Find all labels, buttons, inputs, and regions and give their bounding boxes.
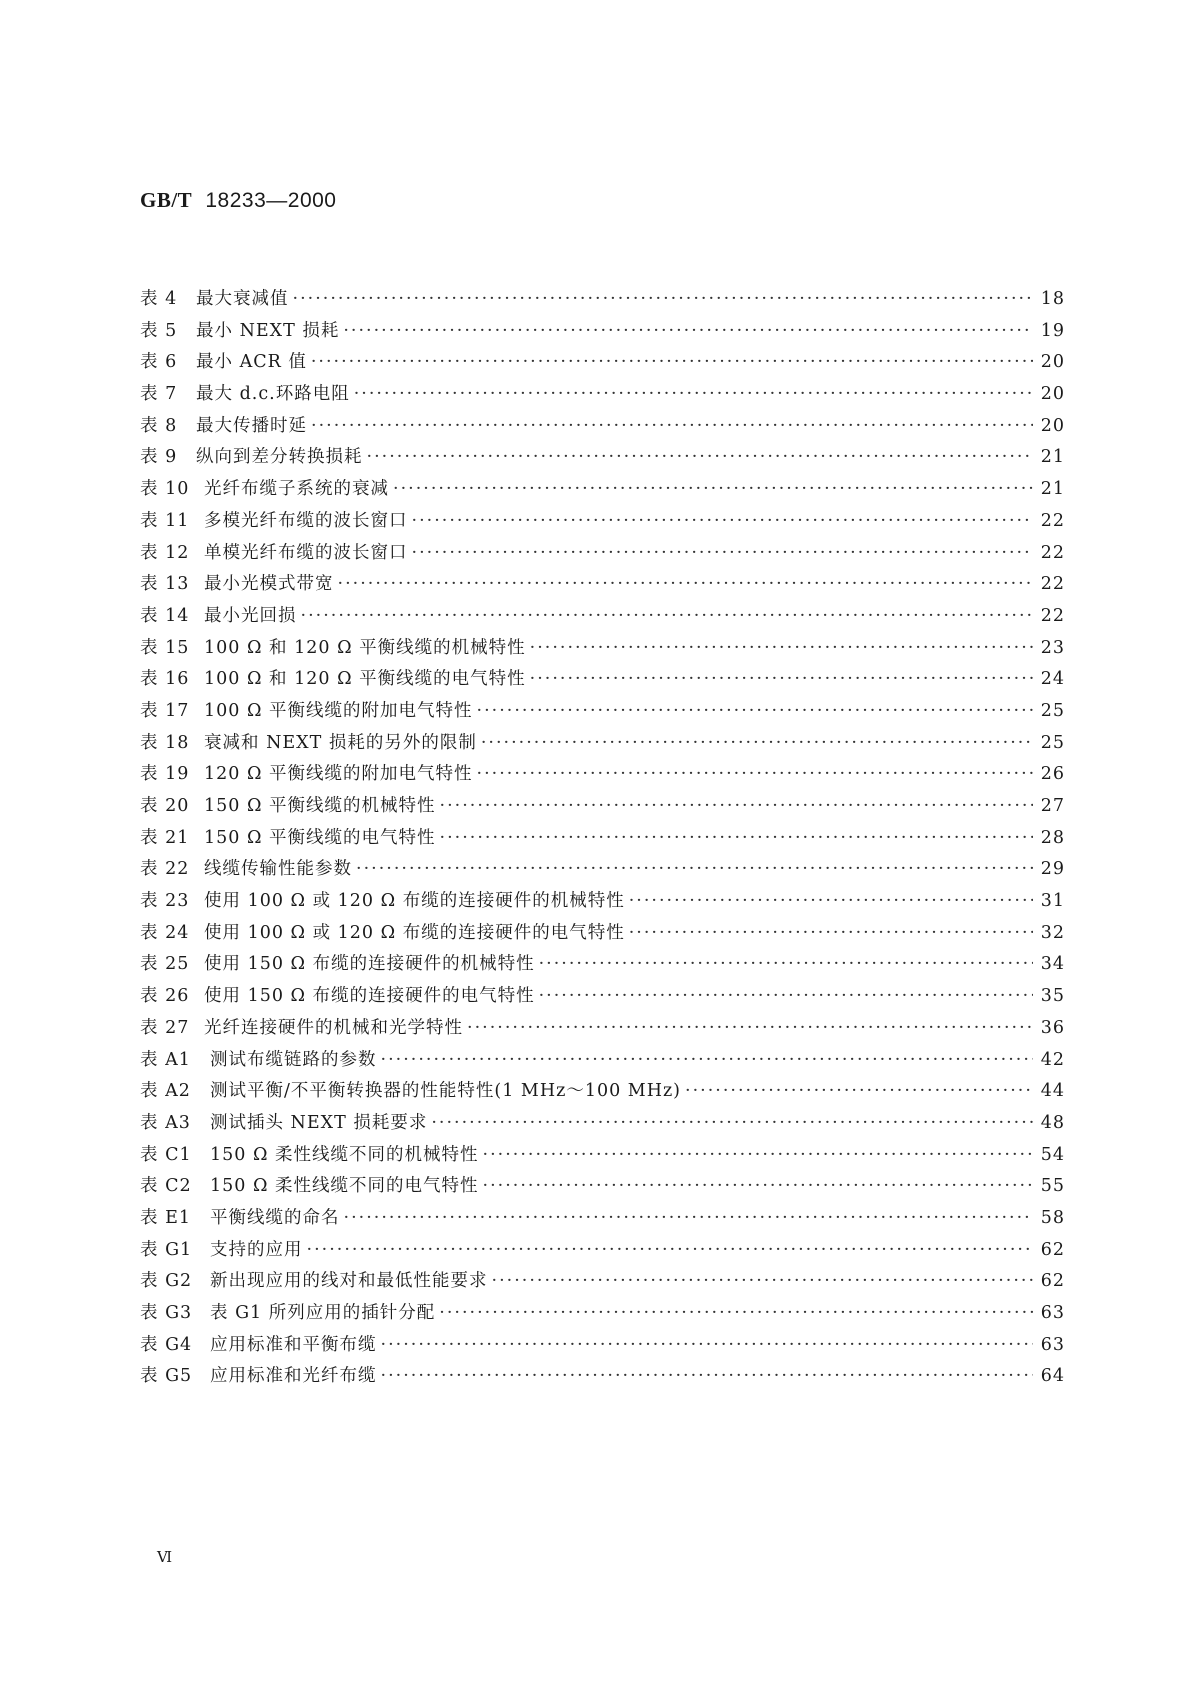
dot-leader (393, 474, 1033, 506)
toc-entry-page: 55 (1040, 1176, 1065, 1197)
toc-entry-label: 表 27 (140, 1017, 190, 1038)
toc-entry-title: 新出现应用的线对和最低性能要求 (210, 1271, 488, 1292)
toc-entry[interactable] (140, 1045, 1065, 1077)
toc-entry-title: 最大传播时延 (196, 415, 307, 436)
dot-leader (344, 1203, 1033, 1235)
dot-leader (356, 854, 1033, 886)
toc-entry-page: 26 (1040, 764, 1065, 785)
toc-entry-label: 表 A2 (140, 1081, 191, 1102)
page-number: Ⅵ (157, 1550, 173, 1566)
toc-entry-label: 表 22 (140, 859, 190, 880)
dot-leader (307, 1235, 1033, 1267)
toc-entry-page: 21 (1040, 479, 1065, 500)
dot-leader (539, 949, 1033, 981)
toc-entry[interactable] (140, 1203, 1065, 1235)
toc-entry[interactable] (140, 949, 1065, 981)
toc-entry-title: 纵向到差分转换损耗 (196, 447, 363, 468)
toc-entry-title: 测试平衡/不平衡转换器的性能特性(1 MHz～100 MHz) (210, 1081, 682, 1102)
dot-leader (293, 284, 1033, 316)
dot-leader (483, 1171, 1033, 1203)
toc-entry-page: 27 (1040, 796, 1065, 816)
toc-entry-page: 18 (1040, 289, 1065, 309)
toc-entry-page: 20 (1040, 415, 1065, 436)
toc-entry-label: 表 C2 (140, 1176, 192, 1197)
toc-entry-page: 32 (1040, 922, 1065, 943)
toc-entry-page: 25 (1040, 700, 1065, 721)
toc-entry-title: 使用 100 Ω 或 120 Ω 布缆的连接硬件的机械特性 (204, 891, 625, 912)
toc-entry-page: 22 (1040, 605, 1065, 626)
toc-entry-label: 表 24 (140, 922, 190, 943)
toc-entry[interactable] (140, 664, 1065, 696)
dot-leader (467, 1013, 1033, 1045)
toc-entry-label: 表 9 (140, 447, 178, 468)
toc-entry-label: 表 C1 (140, 1144, 192, 1165)
toc-entry[interactable] (140, 633, 1065, 665)
toc-entry-label: 表 5 (140, 320, 178, 341)
toc-entry-page: 36 (1040, 1017, 1065, 1038)
toc-entry[interactable] (140, 918, 1065, 950)
toc-entry-page: 24 (1040, 669, 1065, 690)
toc-entry-page: 62 (1040, 1239, 1065, 1260)
toc-entry-label: 表 G1 (140, 1239, 193, 1260)
dot-leader (381, 1361, 1033, 1393)
toc-entry-page: 20 (1040, 352, 1065, 373)
toc-entry-title: 100 Ω 平衡线缆的附加电气特性 (204, 700, 473, 721)
toc-entry-page: 62 (1040, 1271, 1065, 1292)
toc-entry[interactable] (140, 1361, 1065, 1393)
toc-entry-label: 表 A3 (140, 1112, 191, 1133)
toc-entry[interactable] (140, 1140, 1065, 1172)
toc-entry[interactable] (140, 728, 1065, 760)
toc-entry-page: 22 (1040, 542, 1065, 563)
toc-entry-page: 19 (1040, 320, 1065, 341)
toc-entry-page: 48 (1040, 1112, 1065, 1133)
toc-entry-title: 应用标准和光纤布缆 (210, 1366, 377, 1387)
toc-entry-label: 表 14 (140, 605, 190, 626)
dot-leader (439, 1298, 1032, 1330)
toc-entry-label: 表 26 (140, 986, 190, 1007)
toc-entry-page: 20 (1040, 384, 1065, 405)
toc-entry[interactable] (140, 316, 1065, 348)
standard-prefix: GB/T (140, 188, 193, 212)
toc-entry-title: 最大衰减值 (196, 289, 289, 309)
toc-entry[interactable] (140, 506, 1065, 538)
toc-entry-title: 使用 150 Ω 布缆的连接硬件的电气特性 (204, 986, 535, 1007)
toc-entry[interactable] (140, 823, 1065, 855)
toc-entry-title: 最小 NEXT 损耗 (196, 320, 340, 341)
toc-entry-page: 35 (1040, 986, 1065, 1007)
toc-entry-label: 表 A1 (140, 1049, 191, 1070)
toc-entry[interactable] (140, 411, 1065, 443)
dot-leader (301, 601, 1033, 633)
toc-entry-label: 表 25 (140, 954, 190, 975)
toc-entry-label: 表 15 (140, 637, 190, 658)
toc-entry-page: 21 (1040, 447, 1065, 468)
toc-entry-page: 22 (1040, 510, 1065, 531)
toc-entry-title: 100 Ω 和 120 Ω 平衡线缆的机械特性 (204, 637, 526, 658)
dot-leader (530, 633, 1033, 665)
dot-leader (311, 411, 1033, 443)
toc-entry-page: 31 (1040, 891, 1065, 912)
dot-leader (338, 569, 1033, 601)
toc-entry[interactable] (140, 1076, 1065, 1108)
standard-number: 18233—2000 (205, 189, 337, 212)
toc-entry-title: 单模光纤布缆的波长窗口 (204, 542, 408, 563)
toc-entry[interactable] (140, 1266, 1065, 1298)
table-list (140, 284, 1065, 1393)
toc-entry-title: 最小光模式带宽 (204, 574, 334, 595)
toc-entry[interactable] (140, 854, 1065, 886)
toc-entry-label: 表 G2 (140, 1271, 193, 1292)
toc-entry-label: 表 23 (140, 891, 190, 912)
toc-entry-title: 150 Ω 柔性线缆不同的机械特性 (210, 1144, 479, 1165)
toc-entry[interactable] (140, 759, 1065, 791)
toc-entry-label: 表 G4 (140, 1334, 193, 1355)
dot-leader (530, 664, 1033, 696)
toc-entry-page: 34 (1040, 954, 1065, 975)
dot-leader (629, 918, 1033, 950)
dot-leader (477, 759, 1033, 791)
toc-entry-title: 平衡线缆的命名 (210, 1207, 340, 1228)
toc-entry-title: 线缆传输性能参数 (204, 859, 352, 880)
toc-entry-page: 28 (1040, 827, 1065, 848)
toc-entry-page: 25 (1040, 732, 1065, 753)
toc-entry-title: 光纤布缆子系统的衰减 (204, 479, 389, 500)
toc-entry-title: 支持的应用 (210, 1239, 303, 1260)
toc-entry-page: 23 (1040, 637, 1065, 658)
toc-entry[interactable] (140, 1171, 1065, 1203)
toc-entry-title: 表 G1 所列应用的插针分配 (210, 1303, 436, 1323)
dot-leader (492, 1266, 1033, 1298)
toc-entry-page: 54 (1040, 1144, 1065, 1165)
toc-entry-title: 150 Ω 平衡线缆的机械特性 (204, 796, 436, 816)
toc-entry[interactable] (140, 791, 1065, 823)
toc-entry[interactable] (140, 442, 1065, 474)
toc-entry-label: 表 18 (140, 732, 190, 753)
toc-entry-page: 64 (1040, 1366, 1065, 1387)
dot-leader (481, 728, 1033, 760)
toc-entry[interactable] (140, 696, 1065, 728)
toc-entry-label: 表 20 (140, 796, 190, 816)
toc-entry[interactable] (140, 474, 1065, 506)
toc-entry-title: 使用 100 Ω 或 120 Ω 布缆的连接硬件的电气特性 (204, 922, 625, 943)
dot-leader (440, 823, 1033, 855)
toc-entry[interactable] (140, 1013, 1065, 1045)
toc-entry-title: 150 Ω 平衡线缆的电气特性 (204, 827, 436, 848)
toc-entry-page: 29 (1040, 859, 1065, 880)
toc-entry-label: 表 17 (140, 700, 190, 721)
toc-entry-label: 表 4 (140, 289, 178, 309)
dot-leader (343, 316, 1032, 348)
toc-entry-page: 63 (1040, 1303, 1065, 1323)
toc-entry-title: 100 Ω 和 120 Ω 平衡线缆的电气特性 (204, 669, 526, 690)
toc-entry-title: 衰减和 NEXT 损耗的另外的限制 (204, 732, 477, 753)
toc-entry-title: 应用标准和平衡布缆 (210, 1334, 377, 1355)
dot-leader (483, 1140, 1033, 1172)
toc-entry-page: 58 (1040, 1207, 1065, 1228)
toc-entry-title: 最大 d.c.环路电阻 (196, 384, 350, 405)
toc-entry-title: 测试布缆链路的参数 (210, 1049, 377, 1070)
dot-leader (381, 1330, 1033, 1362)
toc-entry[interactable] (140, 1235, 1065, 1267)
toc-entry-label: 表 10 (140, 479, 190, 500)
standard-header (140, 188, 337, 213)
toc-entry-title: 最小光回损 (204, 605, 297, 626)
toc-entry[interactable] (140, 538, 1065, 570)
toc-entry-label: 表 12 (140, 542, 190, 563)
toc-entry[interactable] (140, 347, 1065, 379)
dot-leader (629, 886, 1033, 918)
dot-leader (311, 347, 1033, 379)
toc-entry[interactable] (140, 886, 1065, 918)
toc-entry-title: 使用 150 Ω 布缆的连接硬件的机械特性 (204, 954, 535, 975)
dot-leader (539, 981, 1033, 1013)
toc-entry-label: 表 21 (140, 827, 190, 848)
toc-entry[interactable] (140, 1108, 1065, 1140)
dot-leader (440, 791, 1033, 823)
toc-entry-title: 多模光纤布缆的波长窗口 (204, 510, 408, 531)
toc-entry-label: 表 13 (140, 574, 190, 595)
dot-leader (381, 1045, 1033, 1077)
toc-entry-label: 表 7 (140, 384, 178, 405)
dot-leader (477, 696, 1033, 728)
toc-entry-label: 表 6 (140, 352, 178, 373)
toc-entry-title: 最小 ACR 值 (196, 352, 307, 373)
toc-entry-label: 表 G3 (140, 1303, 193, 1323)
toc-entry-label: 表 16 (140, 669, 190, 690)
toc-entry[interactable] (140, 1330, 1065, 1362)
toc-entry-page: 42 (1040, 1049, 1065, 1070)
toc-entry[interactable] (140, 379, 1065, 411)
dot-leader (412, 538, 1033, 570)
toc-entry[interactable] (140, 284, 1065, 316)
toc-entry-page: 63 (1040, 1334, 1065, 1355)
toc-entry-label: 表 19 (140, 764, 190, 785)
toc-entry-title: 测试插头 NEXT 损耗要求 (210, 1112, 428, 1133)
dot-leader (367, 442, 1033, 474)
toc-entry-title: 120 Ω 平衡线缆的附加电气特性 (204, 764, 473, 785)
toc-entry-label: 表 11 (140, 510, 190, 531)
dot-leader (431, 1108, 1032, 1140)
dot-leader (412, 506, 1033, 538)
toc-entry[interactable] (140, 569, 1065, 601)
toc-entry-title: 光纤连接硬件的机械和光学特性 (204, 1017, 463, 1038)
dot-leader (685, 1076, 1033, 1108)
toc-entry-page: 44 (1040, 1081, 1065, 1102)
toc-entry[interactable] (140, 601, 1065, 633)
toc-entry[interactable] (140, 981, 1065, 1013)
toc-entry-label: 表 G5 (140, 1366, 193, 1387)
toc-entry-label: 表 8 (140, 415, 178, 436)
toc-entry-page: 22 (1040, 574, 1065, 595)
toc-entry-label: 表 E1 (140, 1207, 191, 1228)
toc-entry-title: 150 Ω 柔性线缆不同的电气特性 (210, 1176, 479, 1197)
dot-leader (354, 379, 1033, 411)
toc-entry[interactable] (140, 1298, 1065, 1330)
